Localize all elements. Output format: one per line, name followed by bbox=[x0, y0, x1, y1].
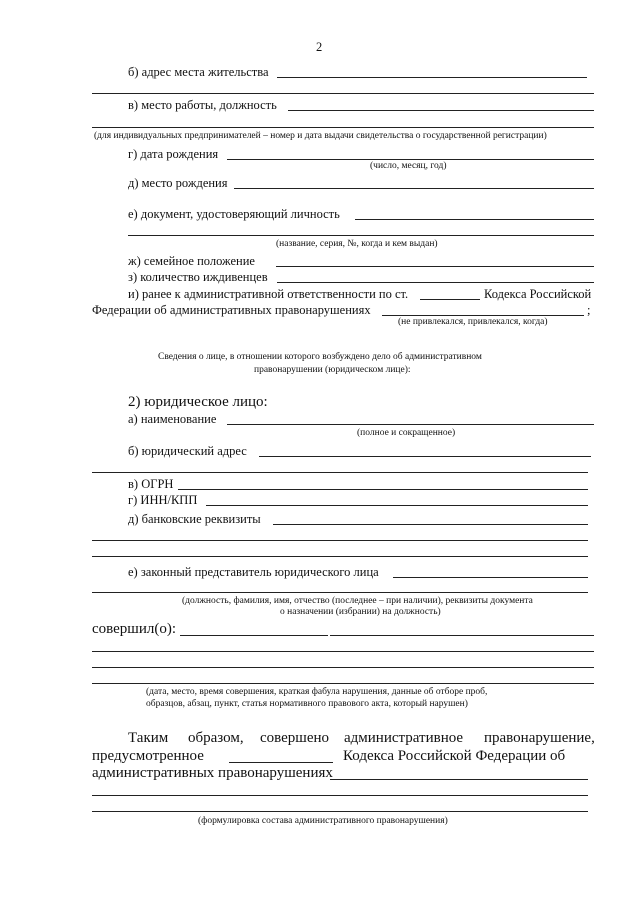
committed-line-b bbox=[330, 635, 594, 636]
provided-for-label: предусмотренное bbox=[92, 748, 204, 764]
entity-name-label: а) наименование bbox=[128, 412, 217, 426]
legal-representative-line-2 bbox=[92, 592, 588, 593]
workplace-line bbox=[288, 110, 594, 111]
conclusion-word-1: Таким bbox=[128, 730, 169, 746]
conclusion-word-4: административное bbox=[344, 730, 464, 746]
committed-line-a bbox=[180, 635, 328, 636]
ogrn-line bbox=[178, 489, 588, 490]
prior-liability-line bbox=[382, 315, 584, 316]
birth-place-line bbox=[234, 188, 594, 189]
legal-address-label: б) юридический адрес bbox=[128, 444, 247, 458]
birth-date-label: г) дата рождения bbox=[128, 147, 219, 161]
article-line bbox=[229, 762, 333, 763]
workplace-line-2 bbox=[92, 127, 594, 128]
entity-name-line bbox=[227, 424, 594, 425]
ogrn-label: в) ОГРН bbox=[128, 477, 174, 491]
legal-entity-intro-line-2: правонарушении (юридическом лице): bbox=[254, 365, 411, 375]
identity-document-line-2 bbox=[128, 235, 594, 236]
conclusion-word-5: правонарушение, bbox=[484, 730, 595, 746]
legal-representative-label: е) законный представитель юридического лица bbox=[128, 565, 379, 579]
committed-line-2 bbox=[92, 651, 594, 652]
identity-document-label: е) документ, удостоверяющий личность bbox=[128, 207, 340, 221]
bank-details-line-2 bbox=[92, 540, 588, 541]
legal-representative-note-1: (должность, фамилия, имя, отчество (последнее – при наличии), реквизиты документа bbox=[182, 596, 533, 606]
legal-representative-note-2: о назначении (избрании) на должность) bbox=[280, 607, 441, 617]
article-number-line bbox=[420, 299, 480, 300]
workplace-label: в) место работы, должность bbox=[128, 98, 277, 112]
marital-status-line bbox=[276, 266, 594, 267]
residence-address-line bbox=[277, 77, 587, 78]
committed-line-4 bbox=[92, 683, 594, 684]
marital-status-label: ж) семейное положение bbox=[128, 254, 255, 268]
bank-details-line bbox=[273, 524, 588, 525]
conclusion-word-3: совершено bbox=[260, 730, 330, 746]
legal-entity-intro-line-1: Сведения о лице, в отношении которого возбуждено дело об административном bbox=[158, 352, 482, 362]
committed-note-1: (дата, место, время совершения, краткая фабула нарушения, данные об отборе проб, bbox=[146, 687, 488, 697]
code-name-full: Кодекса Российской Федерации об bbox=[343, 748, 566, 764]
birth-date-line bbox=[227, 159, 594, 160]
inn-kpp-line bbox=[206, 505, 588, 506]
legal-address-line-2 bbox=[92, 472, 588, 473]
identity-document-line bbox=[355, 219, 594, 220]
entity-name-note: (полное и сокращенное) bbox=[357, 428, 456, 438]
bank-details-label: д) банковские реквизиты bbox=[128, 512, 261, 526]
residence-address-line-2 bbox=[92, 93, 594, 94]
dependents-label: з) количество иждивенцев bbox=[128, 270, 268, 284]
legal-address-line bbox=[259, 456, 591, 457]
conclusion-word-2: образом, bbox=[188, 730, 244, 746]
committed-note-2: образцов, абзац, пункт, статья нормативного правового акта, который нарушен) bbox=[146, 699, 468, 709]
bank-details-line-3 bbox=[92, 556, 588, 557]
offense-line-3 bbox=[92, 811, 588, 812]
prior-liability-semicolon: ; bbox=[587, 303, 591, 317]
admin-offenses-label: административных правонарушениях bbox=[92, 765, 333, 781]
committed-line-3 bbox=[92, 667, 594, 668]
birth-date-note: (число, месяц, год) bbox=[370, 161, 447, 171]
birth-place-label: д) место рождения bbox=[128, 176, 228, 190]
code-name-label: Кодекса Российской bbox=[484, 287, 592, 301]
page-number: 2 bbox=[316, 40, 323, 54]
offense-line-2 bbox=[92, 795, 588, 796]
offense-note: (формулировка состава административного правонарушения) bbox=[198, 816, 448, 826]
residence-address-label: б) адрес места жительства bbox=[128, 65, 269, 79]
prior-liability-label: и) ранее к административной ответственности по ст. bbox=[128, 287, 409, 301]
offense-line bbox=[330, 779, 588, 780]
committed-label: совершил(о): bbox=[92, 621, 177, 637]
dependents-line bbox=[277, 282, 594, 283]
inn-kpp-label: г) ИНН/КПП bbox=[128, 493, 198, 507]
identity-document-note: (название, серия, №, когда и кем выдан) bbox=[276, 239, 438, 249]
legal-entity-heading: 2) юридическое лицо: bbox=[128, 394, 268, 410]
legal-representative-line bbox=[393, 577, 588, 578]
code-name-label-2: Федерации об административных правонарушениях bbox=[92, 303, 371, 317]
entrepreneur-note: (для индивидуальных предпринимателей – номер и дата выдачи свидетельства о государственной регистрации) bbox=[94, 131, 547, 141]
prior-liability-note: (не привлекался, привлекался, когда) bbox=[398, 317, 548, 327]
